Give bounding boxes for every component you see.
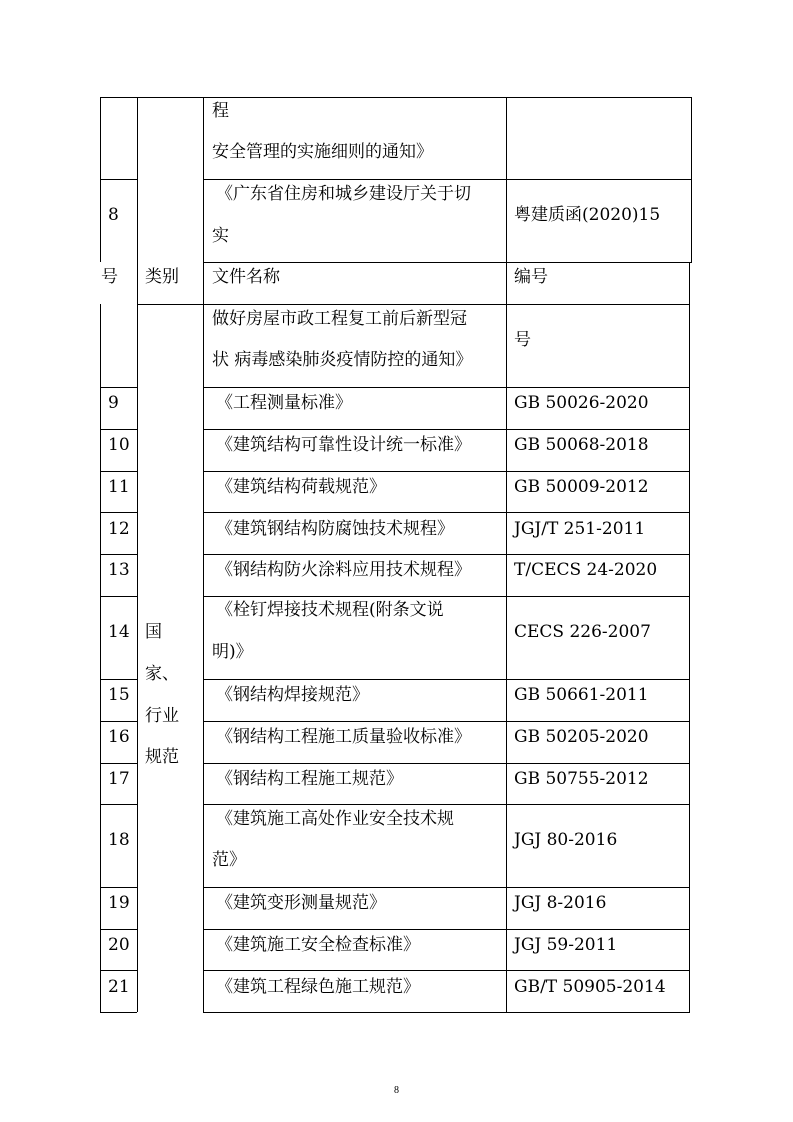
header-name: 文件名称 [212, 267, 280, 287]
rule [100, 179, 137, 180]
row-number: 16 [108, 727, 130, 747]
rule [203, 179, 692, 180]
rule [203, 887, 690, 888]
row-number: 15 [108, 685, 130, 705]
rule [203, 679, 690, 680]
rule [203, 429, 690, 430]
category-label: 规范 [145, 747, 179, 767]
rule [100, 554, 137, 555]
category-label: 行业 [145, 706, 179, 726]
document-code: 粤建质函(2020)15 [514, 205, 661, 225]
row-number: 10 [108, 435, 130, 455]
rule [100, 721, 137, 722]
document-title: 范》 [212, 850, 246, 870]
row-number: 12 [108, 519, 130, 539]
rule [203, 262, 692, 263]
document-code: 号 [514, 330, 531, 350]
document-code: GB 50205-2020 [514, 727, 649, 747]
rule [203, 471, 690, 472]
row-number: 18 [108, 830, 130, 850]
document-code: GB 50661-2011 [514, 685, 649, 705]
document-code: T/CECS 24-2020 [514, 560, 658, 580]
category-label: 国 [145, 622, 162, 642]
header-code: 编号 [514, 267, 548, 287]
category-label: 家、 [145, 664, 179, 684]
document-title: 明)》 [212, 642, 253, 662]
rule [203, 512, 690, 513]
rule [689, 262, 690, 1012]
rule [100, 471, 137, 472]
document-title: 《钢结构防火涂料应用技术规程》 [216, 560, 471, 580]
row-number: 17 [108, 769, 130, 789]
document-title: 《建筑工程绿色施工规范》 [216, 977, 420, 997]
document-title: 做好房屋市政工程复工前后新型冠 [212, 309, 467, 329]
document-code: JGJ 59-2011 [514, 935, 618, 955]
rule [203, 97, 204, 262]
rule [203, 262, 204, 1012]
rule [100, 763, 137, 764]
rule [203, 721, 690, 722]
document-title: 《广东省住房和城乡建设厅关于切 [216, 184, 471, 204]
row-number: 8 [108, 205, 119, 225]
rule [100, 679, 137, 680]
header-category: 类别 [145, 267, 179, 287]
rule [100, 304, 101, 1012]
document-title: 《栓钉焊接技术规程(附条文说 [216, 600, 444, 620]
document-code: GB/T 50905-2014 [514, 977, 666, 997]
rule [100, 387, 137, 388]
page-number: 8 [394, 1085, 399, 1096]
document-code: JGJ 80-2016 [514, 830, 618, 850]
rule [137, 262, 138, 1012]
document-title: 状 病毒感染肺炎疫情防控的通知》 [212, 350, 473, 370]
document-title: 《建筑钢结构防腐蚀技术规程》 [216, 519, 454, 539]
rule [137, 97, 138, 262]
row-number: 21 [108, 977, 130, 997]
rule [100, 596, 137, 597]
rule [100, 804, 137, 805]
document-title: 《钢结构焊接规范》 [216, 685, 369, 705]
title-tail: 程 [212, 101, 229, 121]
document-title: 《钢结构工程施工规范》 [216, 769, 403, 789]
document-code: JGJ/T 251-2011 [514, 519, 646, 539]
document-code: GB 50755-2012 [514, 769, 649, 789]
row-number: 11 [108, 477, 130, 497]
document-title: 《工程测量标准》 [216, 393, 352, 413]
document-code: GB 50068-2018 [514, 435, 649, 455]
document-code: GB 50009-2012 [514, 477, 649, 497]
document-code: GB 50026-2020 [514, 393, 649, 413]
title-line: 安全管理的实施细则的通知》 [212, 142, 433, 162]
row-number: 20 [108, 935, 130, 955]
document-title: 《建筑变形测量规范》 [216, 893, 386, 913]
rule [506, 97, 507, 262]
document-title: 实 [212, 226, 229, 246]
rule [100, 929, 137, 930]
rule [100, 887, 137, 888]
rule [203, 763, 690, 764]
rule [100, 429, 137, 430]
rule [203, 1012, 690, 1013]
rule [100, 512, 137, 513]
rule [203, 804, 690, 805]
rule [100, 97, 692, 98]
document-title: 《建筑施工高处作业安全技术规 [216, 809, 454, 829]
document-code: JGJ 8-2016 [514, 893, 607, 913]
rule [203, 970, 690, 971]
document-title: 《建筑施工安全检查标准》 [216, 935, 420, 955]
document-code: CECS 226-2007 [514, 622, 651, 642]
document-title: 《建筑结构荷载规范》 [216, 477, 386, 497]
row-number: 13 [108, 560, 130, 580]
rule [100, 1012, 137, 1013]
rule [203, 596, 690, 597]
document-title: 《建筑结构可靠性设计统一标准》 [216, 435, 471, 455]
rule [203, 387, 690, 388]
rule [691, 97, 692, 262]
row-number: 19 [108, 893, 130, 913]
rule [100, 97, 101, 262]
rule [137, 304, 690, 305]
rule [203, 929, 690, 930]
rule [100, 970, 137, 971]
row-number: 14 [108, 622, 130, 642]
document-title: 《钢结构工程施工质量验收标准》 [216, 727, 471, 747]
row-number: 9 [108, 393, 119, 413]
header-no: 号 [101, 267, 118, 287]
rule [506, 262, 507, 1012]
rule [203, 554, 690, 555]
